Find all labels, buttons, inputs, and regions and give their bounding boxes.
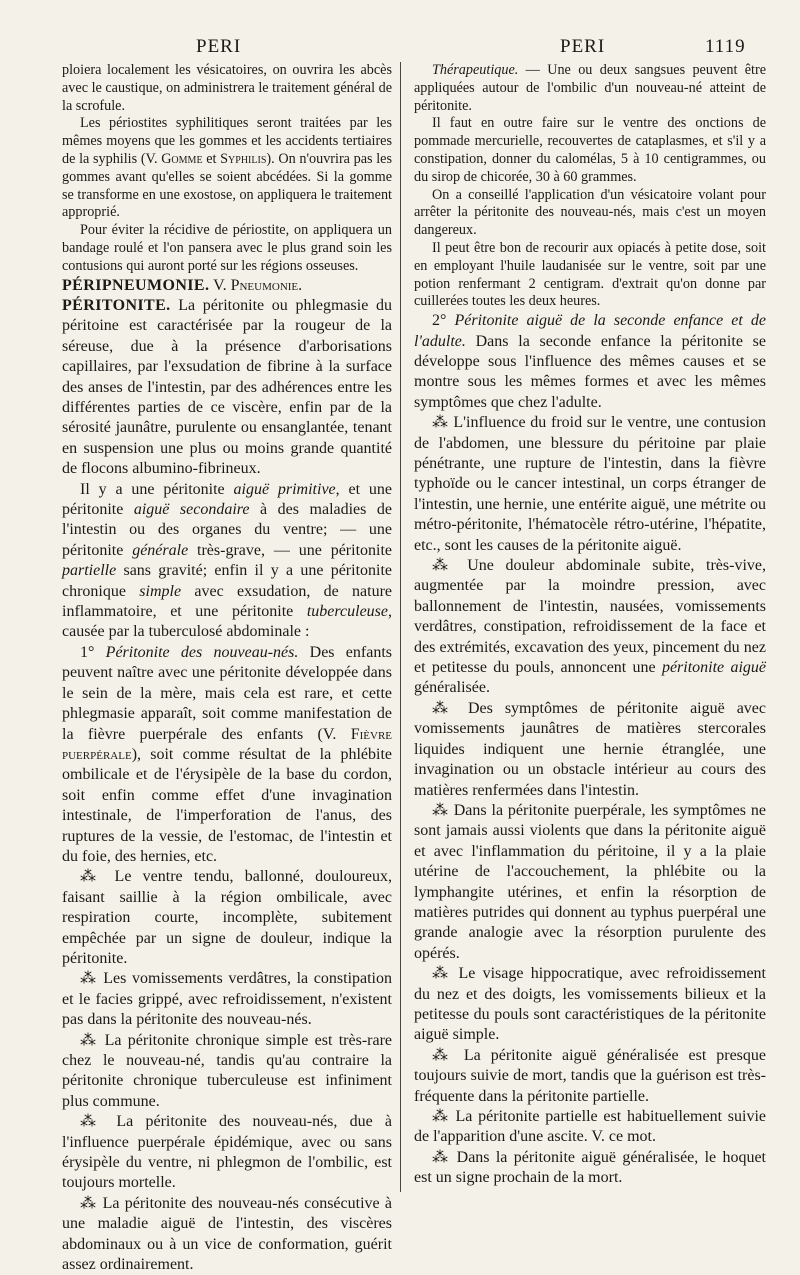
paragraph-peritonitis-types <box>62 480 392 643</box>
header-right-title: PERI <box>560 36 606 57</box>
section-title: Péritonite aiguë de la seconde enfance et de l'adulte. <box>414 312 766 350</box>
cross-reference: Fièvre puerpérale <box>62 725 392 763</box>
cause-paragraph: ⁂ L'influence du froid sur le ventre, une contusion de l'abdomen, une blessure du péritoine par plaie pénétrante, une rupture de l'intestin, dans la fièvre typhoïde ou le cancer intestinal, un corps étranger de l'intestin, une hernie, une entérite aiguë, une métrite ou métro-péritonite, l'hématocèle rétro-utérine, l'hépatite, etc., sont les causes de la péritonite aiguë. <box>414 414 766 554</box>
emphasis: partielle <box>62 562 117 580</box>
subsection-label: Thérapeutique. <box>432 62 519 78</box>
symptom-paragraph: ⁂ La péritonite des nouveau-nés consécutive à une maladie aiguë de l'intestin, des viscères abdominaux ou à un vice de conformation, guérit assez ordinairement. <box>62 1194 392 1274</box>
left-column <box>62 62 392 1275</box>
entry-peritonite <box>62 296 392 480</box>
cross-reference: Pneumonie. <box>230 276 303 294</box>
prognosis-paragraph: ⁂ La péritonite aiguë généralisée est presque toujours suivie de mort, tandis que la guérison est très-fréquente dans la péritonite partielle. <box>414 1046 766 1105</box>
therapy-opiates: Il peut être bon de recourir aux opiacés à petite dose, soit en employant l'huile laudanisée sur le ventre, soit par une potion renfermant 2 centigram. d'extrait qu'on donne par cuillerées toutes les deux heures. <box>414 239 766 310</box>
cross-reference: Gomme <box>161 150 203 167</box>
section-title: Péritonite des nouveau-nés. <box>105 643 299 661</box>
section-number: 2° <box>432 312 455 330</box>
therapy-vesicatory: On a conseillé l'application d'un vésicatoire volant pour arrêter la péritonite des nouveau-nés, mais c'est un moyen dangereux. <box>414 186 766 239</box>
section-adult-peritonitis <box>414 311 766 413</box>
text: ), soit comme résultat de la phlébite ombilicale et de l'érysipèle de la base du cordon, soit enfin comme effet d'une invagination intestinale, de l'imperforation de l'anus, des ruptures de la vessie, de l'estomac, de l'intestin et du foie, des hernies, etc. <box>62 745 392 865</box>
emphasis: aiguë secondaire <box>133 501 250 519</box>
column-divider <box>400 62 401 1192</box>
symptom-paragraph: ⁂ Des symptômes de péritonite aiguë avec vomissements jaunâtres de matières stercorales liquides indiquent une hernie étranglée, une invagination ou un obstacle intérieur au cours des matières renfermées dans l'intestin. <box>414 699 766 799</box>
page-number: 1119 <box>705 36 746 57</box>
emphasis: simple <box>139 582 182 600</box>
emphasis: générale <box>132 541 189 559</box>
text: Des enfants peuvent naître avec une péritonite développée dans le sein de la mère, mais cela est rare, et cette phlegmasie apparaît, soit comme manifestation de la fièvre puerpérale des enfants (V. <box>62 643 392 743</box>
text: , et une péritonite <box>62 480 392 519</box>
text: Il y a une péritonite <box>80 480 234 498</box>
text: sans gravité; enfin il y a une péritonite chronique <box>62 562 392 600</box>
emphasis: péritonite aiguë <box>661 659 766 677</box>
emphasis: tuberculeuse <box>306 603 388 621</box>
symptom-paragraph: ⁂ La péritonite des nouveau-nés, due à l'influence puerpérale épidémique, avec ou sans érysipèle du ventre, ni phlegmon de l'ombilic, est toujours mortelle. <box>62 1113 392 1192</box>
text: , causée par la tuberculosé abdominale : <box>62 603 392 641</box>
text: ⁂ Une douleur abdominale subite, très-vive, augmentée par la moindre pression, avec ballonnement de l'intestin, nausées, vomissements verdâtres, constipation, refroidissement de la face et des extrémités, excavation des yeux, pincement du nez et petitesse du pouls, annoncent une <box>414 557 766 677</box>
symptom-paragraph <box>414 556 766 699</box>
text: ). On n'ouvrira pas les gommes avant qu'elles se soient abcédées. Si la gomme se transforme en une exostose, on appliquera le traitement approprié. <box>62 150 393 221</box>
paragraph-scrofula-treatment: ploiera localement les vésicatoires, on ouvrira les abcès avec le caustique, on administrera le traitement général de la scrofule. <box>62 62 392 114</box>
prognosis-paragraph: ⁂ Dans la péritonite aiguë généralisée, le hoquet est un signe prochain de la mort. <box>414 1148 766 1187</box>
text: La péritonite ou phlegmasie du péritoine est caractérisée par la rougeur de la séreuse, due à la présence d'arborisations capillaires, par l'exsudation de fibrine à la surface des anses de l'intestin, par des adhérences entre les différentes parties de ce viscère, enfin par de la sérosité jaunâtre, purulente ou ensanglantée, tenant en suspension une plus ou moins grande quantité de flocons albumino-fibrineux. <box>62 296 392 478</box>
text: très-grave, — une péritonite <box>188 541 393 559</box>
text: généralisée. <box>414 679 490 697</box>
running-header <box>0 36 800 60</box>
paragraph-recurrence-prevention: Pour éviter la récidive de périostite, on appliquera un bandage roulé et l'on pansera avec le plus grand soin les contusions qui auront porté sur les régions osseuses. <box>62 222 392 274</box>
entry-headword: PÉRITONITE. <box>62 296 171 314</box>
text: — Une ou deux sangsues peuvent être appliquées autour de l'ombilic d'un nouveau-né atteint de péritonite. <box>414 62 766 114</box>
cross-reference: Syphilis <box>220 150 267 167</box>
text: à des maladies de l'intestin ou des organes du ventre; — une péritonite <box>62 501 393 559</box>
symptom-paragraph: ⁂ Le ventre tendu, ballonné, douloureux, faisant saillie à la région ombilicale, avec respiration courte, incomplète, subitement empêchée par un signe de douleur, indique la péritonite. <box>62 868 392 967</box>
emphasis: aiguë primitive <box>233 480 336 498</box>
entry-headword: PÉRIPNEUMONIE. <box>62 276 210 294</box>
text: Les périostites syphilitiques seront traitées par les mêmes moyens que les gommes et les accidents tertiaires de la syphilis (V. <box>62 115 392 167</box>
text: V. <box>209 276 231 294</box>
symptom-paragraph: ⁂ Dans la péritonite puerpérale, les symptômes ne sont jamais aussi violents que dans la péritonite aiguë et avec l'inflammation du péritoine, il y a la plaie utérine de l'accouchement, la phlébite ou la lymphangite utérines, et enfin la résorption de matières putrides qui donnent au typhus puerpéral une grande analogie avec la résorption purulente des opérés. <box>414 801 766 962</box>
section-number: 1° <box>80 643 106 661</box>
therapy-leeches <box>414 62 766 115</box>
symptom-paragraph: ⁂ Le visage hippocratique, avec refroidissement du nez et des doigts, les vomissements bilieux et la petitesse du pouls sont caractéristiques de la péritonite aiguë simple. <box>414 965 766 1044</box>
symptom-paragraph: ⁂ La péritonite chronique simple est très-rare chez le nouveau-né, tandis qu'au contraire la péritonite chronique tuberculeuse est infiniment plus commune. <box>62 1031 392 1110</box>
therapy-ointment: Il faut en outre faire sur le ventre des onctions de pommade mercurielle, recouvertes de cataplasmes, et s'il y a constipation, donner du calomélas, 5 à 10 centigrammes, ou du sirop de chicorée, 30 à 60 grammes. <box>414 115 766 185</box>
text: Dans la seconde enfance la péritonite se développe sous l'influence des mêmes causes et se montre sous les mêmes formes et avec les mêmes symptômes que chez l'adulte. <box>414 332 766 411</box>
prognosis-paragraph: ⁂ La péritonite partielle est habituellement suivie de l'apparition d'une ascite. V. ce mot. <box>414 1108 766 1146</box>
entry-peripneumonie <box>62 276 392 296</box>
paragraph-syphilitic-periostitis <box>62 115 392 222</box>
section-newborn-peritonitis <box>62 643 392 867</box>
text: et <box>202 150 221 167</box>
right-column <box>414 62 766 1189</box>
header-left-title: PERI <box>196 36 242 57</box>
symptom-paragraph: ⁂ Les vomissements verdâtres, la constipation et le facies grippé, avec refroidissement, n'existent pas dans la péritonite des nouveau-nés. <box>62 970 392 1029</box>
text: avec exsudation, de nature inflammatoire, et une péritonite <box>62 582 393 621</box>
